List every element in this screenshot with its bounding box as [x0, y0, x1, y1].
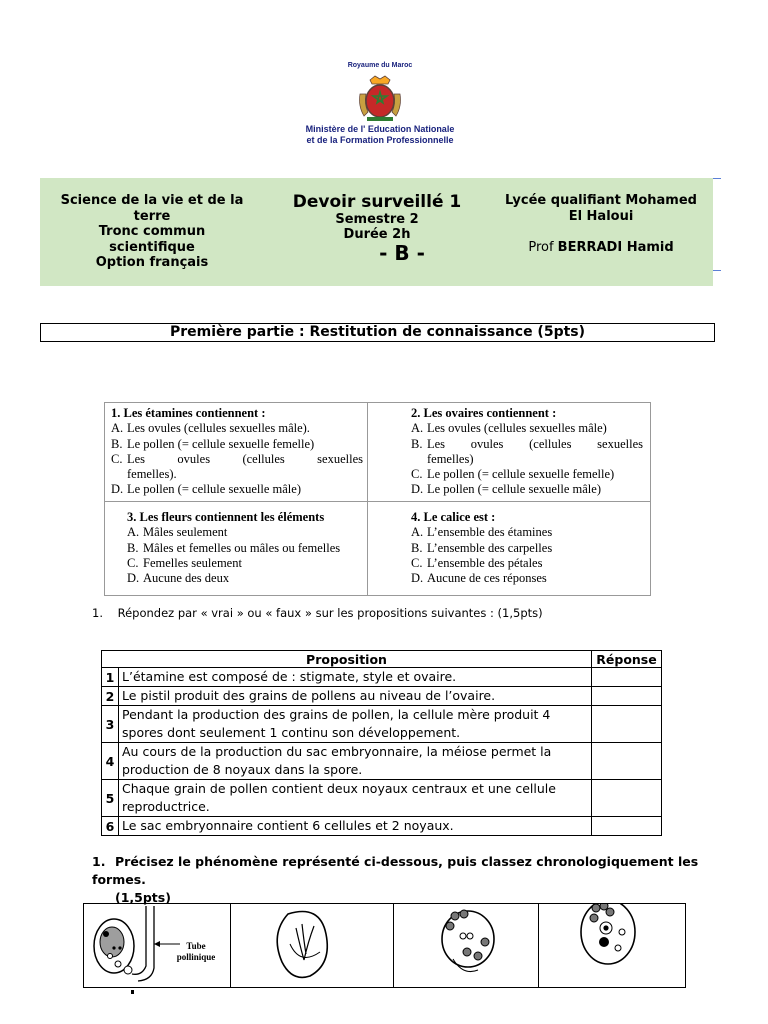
subject-line: Tronc commun — [98, 224, 206, 239]
ovule-with-pollen-tube-icon — [84, 904, 230, 987]
option-letter: A. — [111, 421, 124, 436]
response-header: Réponse — [592, 651, 662, 668]
proposition-line: spores dont seulement 1 continu son développement. — [122, 725, 461, 740]
qcm-option — [127, 571, 367, 586]
response-cell[interactable] — [592, 687, 662, 706]
option-letter: D. — [411, 482, 424, 497]
exam-semester: Semestre 2 — [335, 212, 419, 227]
response-cell[interactable] — [592, 706, 662, 743]
option-letter: A. — [127, 525, 140, 540]
qcm-option — [411, 556, 643, 571]
option-text: Le pollen (= cellule sexuelle mâle) — [427, 482, 601, 497]
subject-line: terre — [133, 208, 171, 224]
pollinique-label: pollinique — [176, 952, 216, 962]
qcm-option — [111, 482, 363, 497]
option-letter: B. — [111, 436, 123, 451]
qcm-option — [111, 421, 363, 436]
option-letter: B. — [411, 540, 423, 555]
option-text: Les ovules (cellules sexuelles mâle). — [127, 421, 310, 436]
option-letter — [411, 452, 427, 467]
option-text: femelles). — [127, 467, 177, 482]
proposition-line: Le sac embryonnaire contient 6 cellules et 2 noyaux. — [122, 818, 454, 833]
subject-line: scientifique — [109, 239, 195, 255]
qcm-option — [127, 556, 367, 571]
row-number: 1 — [102, 668, 119, 687]
option-text: Le pollen (= cellule sexuelle femelle) — [427, 467, 615, 482]
table-row — [102, 668, 662, 687]
qcm-question-title: 3. Les fleurs contiennent les éléments — [127, 510, 325, 524]
exam-duration: Durée 2h — [343, 227, 411, 242]
qcm-option — [111, 467, 363, 482]
option-letter: D. — [111, 482, 124, 497]
row-number: 3 — [102, 706, 119, 743]
ministry-line-1: Ministère de l' Education Nationale — [305, 124, 455, 134]
option-text: L’ensemble des étamines — [427, 525, 553, 540]
response-cell[interactable] — [592, 668, 662, 687]
true-false-table — [101, 650, 662, 836]
row-number: 6 — [102, 817, 119, 836]
option-text: L’ensemble des pétales — [427, 555, 543, 570]
option-text: Aucune de ces réponses — [427, 571, 547, 586]
exam-info — [282, 192, 472, 264]
proposition-line: reproductrice. — [122, 799, 210, 814]
drawing-cell-mature-sac — [393, 904, 539, 987]
option-letter: D. — [411, 571, 424, 586]
table-row — [102, 687, 662, 706]
row-proposition — [119, 687, 592, 706]
option-text: Le pollen (= cellule sexuelle femelle) — [127, 436, 315, 451]
teacher-name — [492, 240, 710, 256]
row-number: 5 — [102, 780, 119, 817]
qcm-option — [111, 452, 363, 467]
proposition-line: Chaque grain de pollen contient deux noyaux centraux et une cellule — [122, 781, 556, 796]
prof-prefix: Prof — [528, 240, 554, 255]
option-text: Aucune des deux — [143, 571, 230, 586]
school-info — [492, 193, 710, 256]
row-proposition — [119, 780, 592, 817]
qcm-question-3 — [127, 510, 367, 586]
ministry-logo-block — [280, 62, 480, 146]
qcm-option — [127, 525, 367, 540]
exam-title: Devoir surveillé 1 — [292, 192, 462, 212]
kingdom-label: Royaume du Maroc — [347, 62, 413, 69]
proposition-line: production de 8 noyaux dans la spore. — [122, 762, 363, 777]
option-letter: C. — [111, 451, 123, 466]
row-proposition — [119, 817, 592, 836]
subject-info — [46, 193, 258, 271]
qcm-option — [411, 482, 643, 497]
option-letter: C. — [411, 467, 423, 482]
table-row — [102, 743, 662, 780]
option-text: Le pollen (= cellule sexuelle mâle) — [127, 482, 301, 497]
drawing-marker — [131, 990, 134, 994]
qcm-option — [111, 437, 363, 452]
row-proposition — [119, 706, 592, 743]
banner-edge-mark — [713, 270, 721, 271]
option-text: Mâles seulement — [143, 525, 228, 540]
qcm-question-title: 2. Les ovaires contiennent : — [411, 406, 557, 420]
option-letter: D. — [127, 571, 140, 586]
question-1-instruction: 1. Répondez par « vrai » ou « faux » sur les propositions suivantes : (1,5pts) — [92, 606, 543, 620]
qcm-question-title: 4. Le calice est : — [411, 510, 496, 524]
option-letter — [111, 467, 127, 482]
exam-version: - B - — [379, 241, 425, 265]
qcm-divider — [105, 501, 650, 502]
option-text: Les ovules (cellules sexuelles mâle) — [427, 421, 607, 436]
row-number: 2 — [102, 687, 119, 706]
option-letter: A. — [411, 421, 424, 436]
option-letter: C. — [411, 555, 423, 570]
option-letter: B. — [411, 436, 423, 451]
qcm-option — [411, 452, 643, 467]
proposition-line: Au cours de la production du sac embryonnaire, la méiose permet la — [122, 744, 552, 759]
option-text: Femelles seulement — [143, 555, 242, 570]
qcm-divider — [367, 403, 368, 595]
ovule-drawings-table — [83, 903, 686, 988]
response-cell[interactable] — [592, 780, 662, 817]
question-text: Précisez le phénomène représenté ci-dessous, puis classez chronologiquement les formes. — [92, 854, 699, 887]
subject-line: Option français — [95, 255, 209, 270]
qcm-option — [411, 437, 643, 452]
young-ovule-icon — [230, 904, 393, 987]
row-proposition — [119, 743, 592, 780]
school-name — [492, 193, 710, 224]
banner-edge-mark — [713, 178, 721, 179]
subject-line: Science de la vie et de la — [60, 193, 244, 208]
qcm-option — [411, 467, 643, 482]
option-letter: C. — [127, 555, 139, 570]
ministry-line-2: et de la Formation Professionnelle — [306, 135, 454, 145]
response-cell[interactable] — [592, 817, 662, 836]
qcm-grid — [104, 402, 651, 596]
row-proposition — [119, 668, 592, 687]
option-text: Les ovules (cellules sexuelles — [427, 436, 643, 451]
option-letter: B. — [127, 540, 139, 555]
option-letter: A. — [411, 525, 424, 540]
qcm-question-1 — [111, 406, 363, 498]
prof-name: BERRADI Hamid — [557, 240, 674, 255]
option-text: L’ensemble des carpelles — [427, 540, 553, 555]
moroccan-emblem-icon — [350, 72, 410, 122]
part-title: Première partie : Restitution de connaissance (5pts) — [40, 323, 715, 342]
qcm-question-4 — [411, 510, 643, 586]
proposition-line: Pendant la production des grains de pollen, la cellule mère produit 4 — [122, 707, 551, 722]
qcm-option — [411, 541, 643, 556]
table-row — [102, 780, 662, 817]
drawing-cell-young-ovule — [230, 904, 394, 987]
option-text: Mâles et femelles ou mâles ou femelles — [143, 540, 341, 555]
tube-label: Tube — [186, 941, 206, 951]
proposition-header: Proposition — [102, 651, 592, 668]
option-text: femelles) — [427, 451, 474, 466]
question-2-instruction — [92, 853, 712, 907]
question-points: (1,5pts) — [115, 890, 171, 905]
proposition-line: Le pistil produit des grains de pollens au niveau de l’ovaire. — [122, 688, 496, 703]
qcm-option — [127, 541, 367, 556]
qcm-question-title: 1. Les étamines contiennent : — [111, 406, 266, 420]
drawing-cell-sac-nuclei — [538, 904, 684, 987]
table-row — [102, 817, 662, 836]
proposition-line: L’étamine est composé de : stigmate, style et ovaire. — [122, 669, 457, 684]
qcm-option — [411, 525, 643, 540]
qcm-question-2 — [411, 406, 643, 498]
option-text: Les ovules (cellules sexuelles — [127, 451, 363, 466]
school-line-2: El Haloui — [568, 208, 634, 224]
row-number: 4 — [102, 743, 119, 780]
embryo-sac-icon — [393, 904, 538, 987]
drawing-cell-fertilization — [84, 904, 231, 987]
qcm-option — [411, 571, 643, 586]
school-line-1: Lycée qualifiant Mohamed — [505, 193, 697, 208]
embryo-sac-nuclei-icon — [538, 904, 684, 987]
response-cell[interactable] — [592, 743, 662, 780]
table-header-row — [102, 651, 662, 668]
qcm-option — [411, 421, 643, 436]
table-row — [102, 706, 662, 743]
question-number: 1. — [92, 854, 106, 869]
ministry-name — [280, 124, 480, 146]
